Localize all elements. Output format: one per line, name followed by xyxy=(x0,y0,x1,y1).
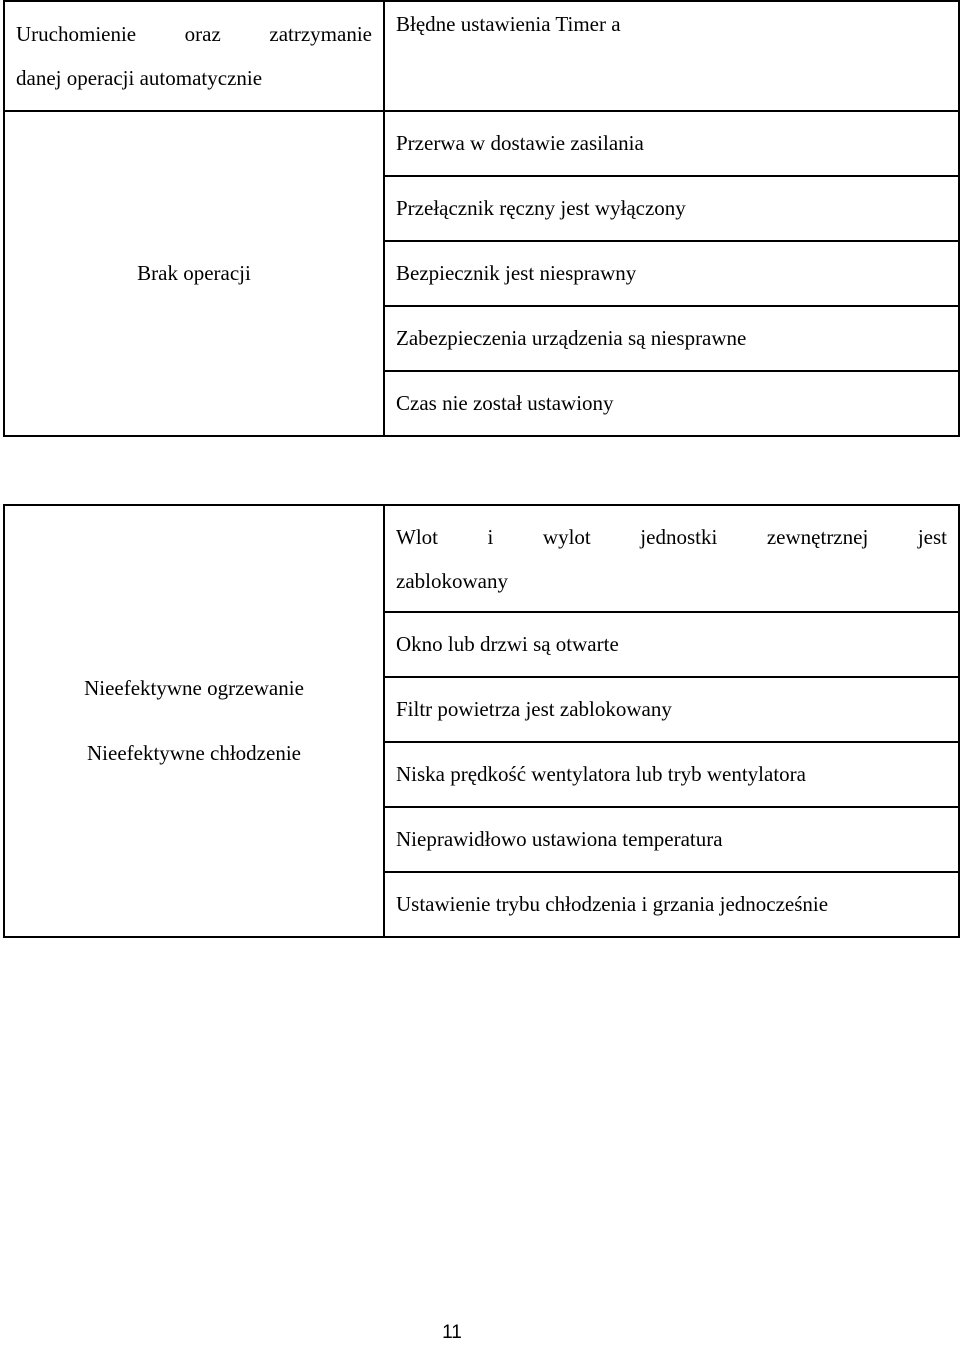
symptom-line-2: danej operacji automatycznie xyxy=(16,66,263,90)
symptom-cell-no-operation: Brak operacji xyxy=(4,111,384,436)
symptom-heating: Nieefektywne ogrzewanie xyxy=(84,676,304,700)
cause-line-1: Wlot i wylot jednostki zewnętrznej jest xyxy=(396,524,947,549)
troubleshooting-table-1 xyxy=(3,0,960,437)
cause-cell: Czas nie został ustawiony xyxy=(384,371,959,436)
cause-cell: Ustawienie trybu chłodzenia i grzania jednocześnie xyxy=(384,872,959,937)
cause-line-2: zablokowany xyxy=(396,568,508,593)
cause-cell: Nieprawidłowo ustawiona temperatura xyxy=(384,807,959,872)
cause-cell: Przerwa w dostawie zasilania xyxy=(384,111,959,176)
symptom-cooling: Nieefektywne chłodzenie xyxy=(87,741,301,765)
cause-cell: Niska prędkość wentylatora lub tryb wentylatora xyxy=(384,742,959,807)
cause-cell-outdoor-unit xyxy=(384,505,959,612)
cause-cell: Bezpiecznik jest niesprawny xyxy=(384,241,959,306)
cause-cell: Przełącznik ręczny jest wyłączony xyxy=(384,176,959,241)
cause-cell-timer xyxy=(384,1,959,111)
cause-text: Błędne ustawienia Timer a xyxy=(396,12,621,36)
symptom-line-1: Uruchomienie oraz zatrzymanie xyxy=(16,22,372,46)
page-number: 11 xyxy=(442,1322,462,1343)
cause-cell: Filtr powietrza jest zablokowany xyxy=(384,677,959,742)
symptom-cell-ineffective xyxy=(4,505,384,937)
troubleshooting-table-2 xyxy=(3,504,960,938)
cause-cell: Zabezpieczenia urządzenia są niesprawne xyxy=(384,306,959,371)
symptom-cell-auto-operation xyxy=(4,1,384,111)
cause-cell: Okno lub drzwi są otwarte xyxy=(384,612,959,677)
